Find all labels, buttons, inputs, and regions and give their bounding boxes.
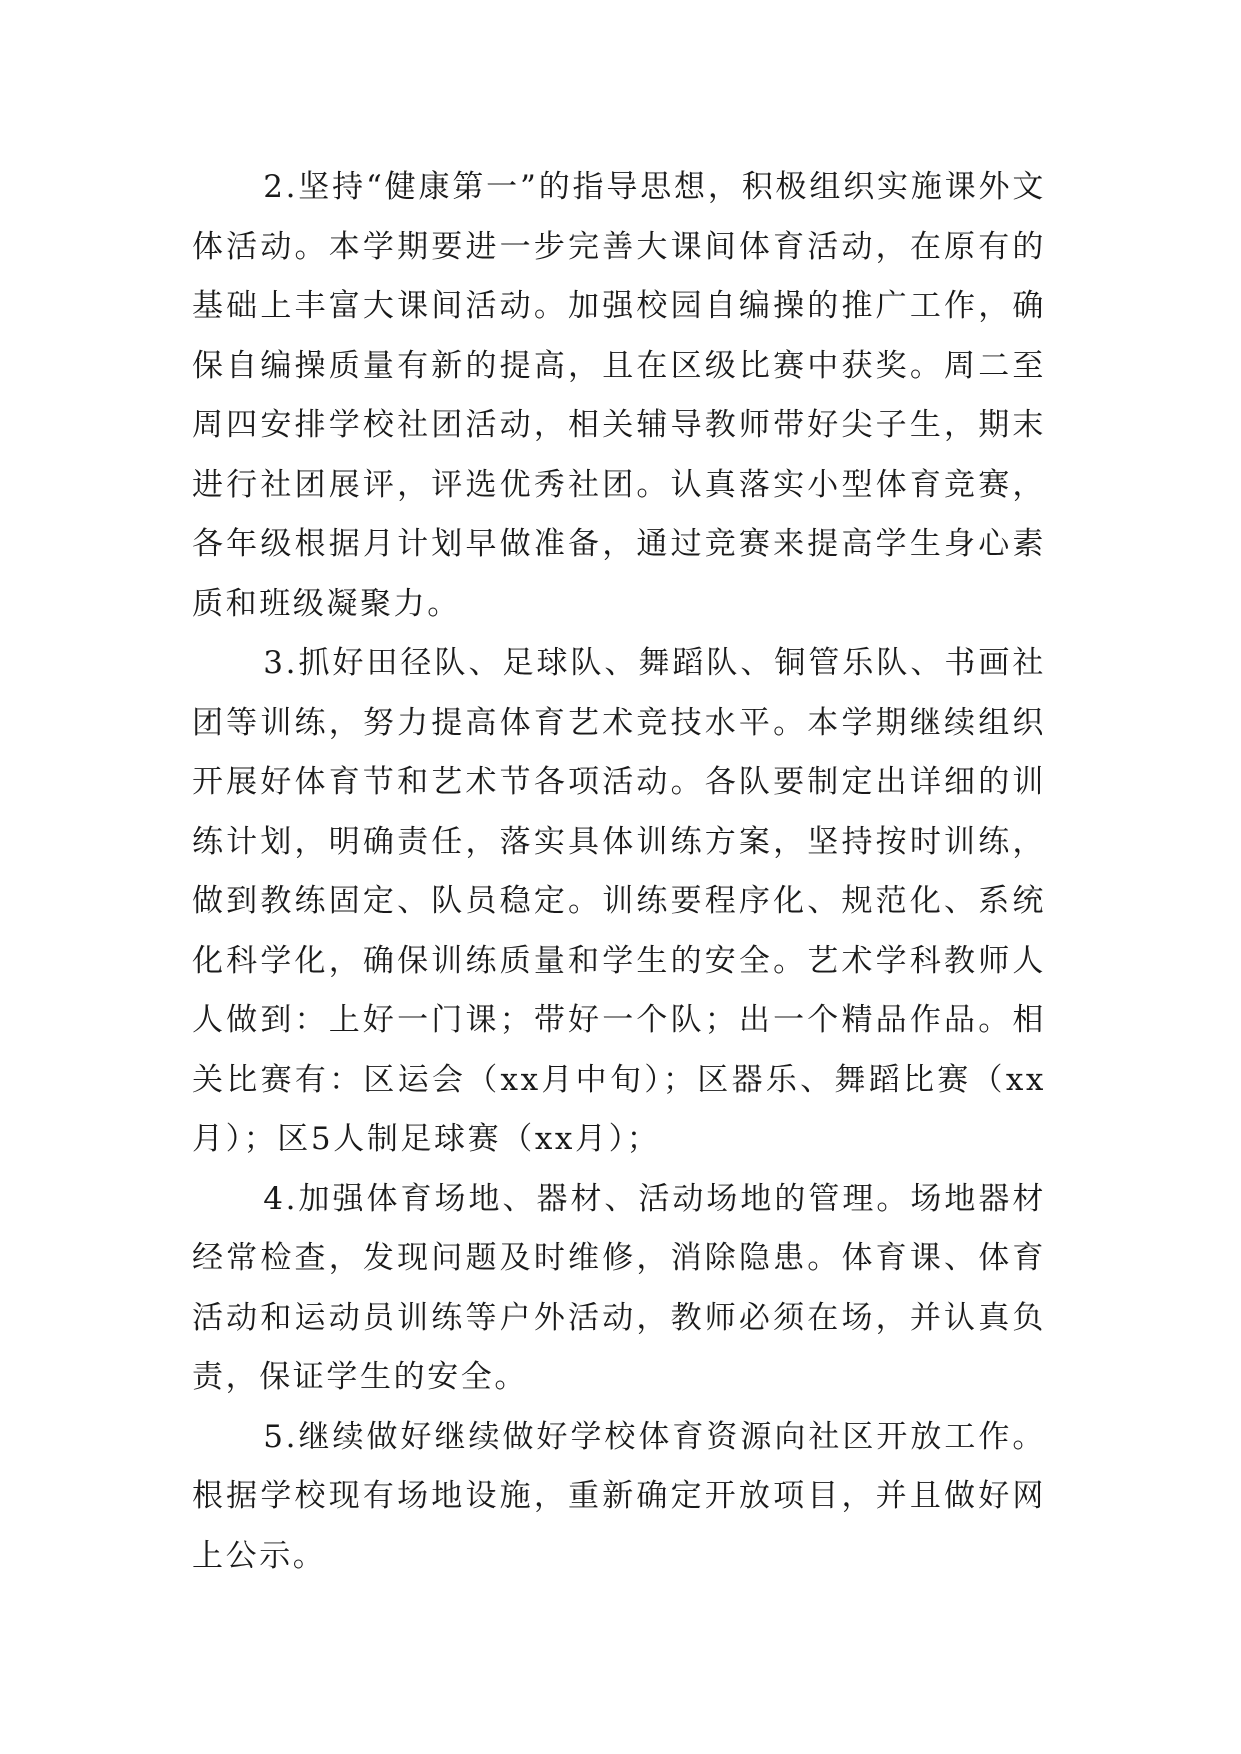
paragraph-5: 5.继续做好继续做好学校体育资源向社区开放工作。根据学校现有场地设施，重新确定开放项目，并且做好网上公示。	[192, 1418, 1046, 1574]
paragraph-3: 3.抓好田径队、足球队、舞蹈队、铜管乐队、书画社团等训练，努力提高体育艺术竞技水平。本学期继续组织开展好体育节和艺术节各项活动。各队要制定出详细的训练计划，明确责任，落实具体训练方案，坚持按时训练，做到教练固定、队员稳定。训练要程序化、规范化、系统化科学化，确保训练质量和学生的安全。艺术学科教师人人做到：上好一门课；带好一个队；出一个精品作品。相关比赛有：区运会（xx月中旬）；区器乐、舞蹈比赛（xx月）；区5人制足球赛（xx月）；	[192, 645, 1046, 1157]
document-page	[192, 158, 1046, 1586]
paragraph-2: 2.坚持“健康第一”的指导思想，积极组织实施课外文体活动。本学期要进一步完善大课间体育活动，在原有的基础上丰富大课间活动。加强校园自编操的推广工作，确保自编操质量有新的提高，且在区级比赛中获奖。周二至周四安排学校社团活动，相关辅导教师带好尖子生，期末进行社团展评，评选优秀社团。认真落实小型体育竞赛，各年级根据月计划早做准备，通过竞赛来提高学生身心素质和班级凝聚力。	[192, 169, 1046, 622]
paragraph-4: 4.加强体育场地、器材、活动场地的管理。场地器材经常检查，发现问题及时维修，消除隐患。体育课、体育活动和运动员训练等户外活动，教师必须在场，并认真负责，保证学生的安全。	[192, 1180, 1046, 1395]
